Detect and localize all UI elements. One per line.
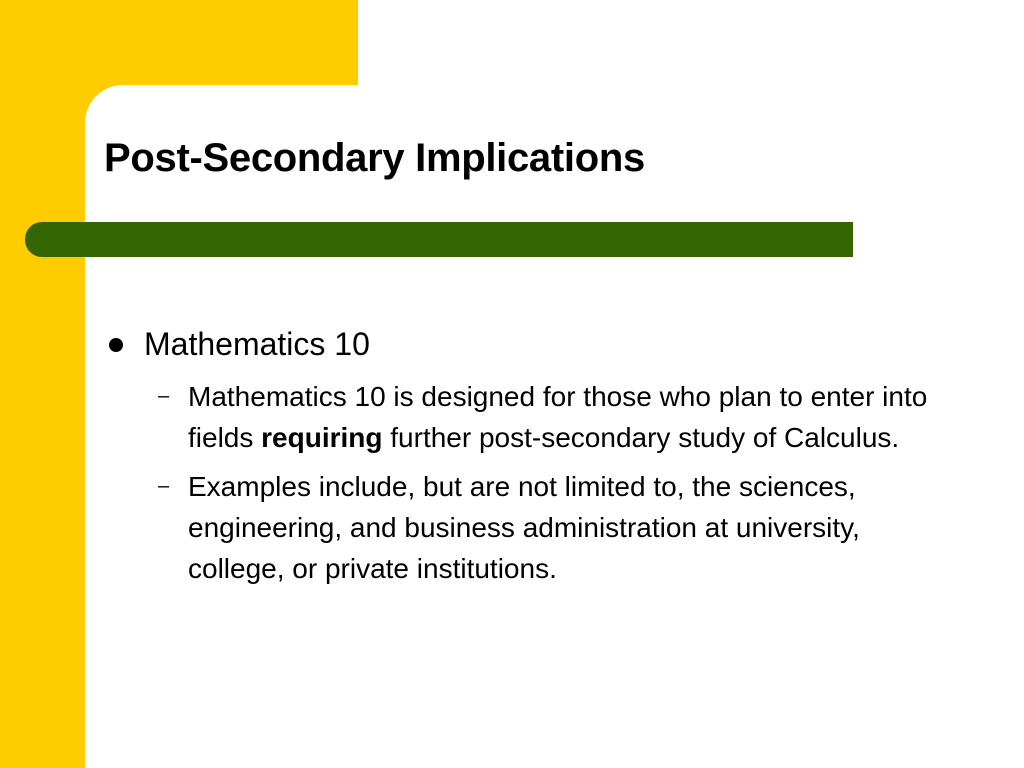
sub-bullet-description bbox=[104, 376, 948, 458]
sub-bullet-list bbox=[104, 376, 964, 589]
sub-bullet-text: Examples include, but are not limited to, the sciences, engineering, and business administration at university, college, or private institutions. bbox=[188, 471, 860, 584]
bullet-mathematics-10 bbox=[104, 322, 964, 366]
slide-title: Post-Secondary Implications bbox=[104, 136, 645, 180]
slide-body bbox=[104, 322, 964, 597]
bullet-label: Mathematics 10 bbox=[144, 326, 370, 362]
dash-marker: – bbox=[158, 475, 170, 497]
sub-bullet-examples bbox=[104, 466, 948, 589]
green-divider-bar bbox=[25, 222, 853, 257]
bullet-dot-icon bbox=[109, 338, 123, 352]
sub-bullet-text-after: further post-secondary study of Calculus. bbox=[382, 422, 900, 453]
sub-bullet-text-before: Mathematics 10 is designed for those who plan to enter into fields bbox=[188, 381, 928, 453]
dash-marker: – bbox=[158, 385, 170, 407]
sub-bullet-bold-text: requiring bbox=[261, 422, 383, 453]
